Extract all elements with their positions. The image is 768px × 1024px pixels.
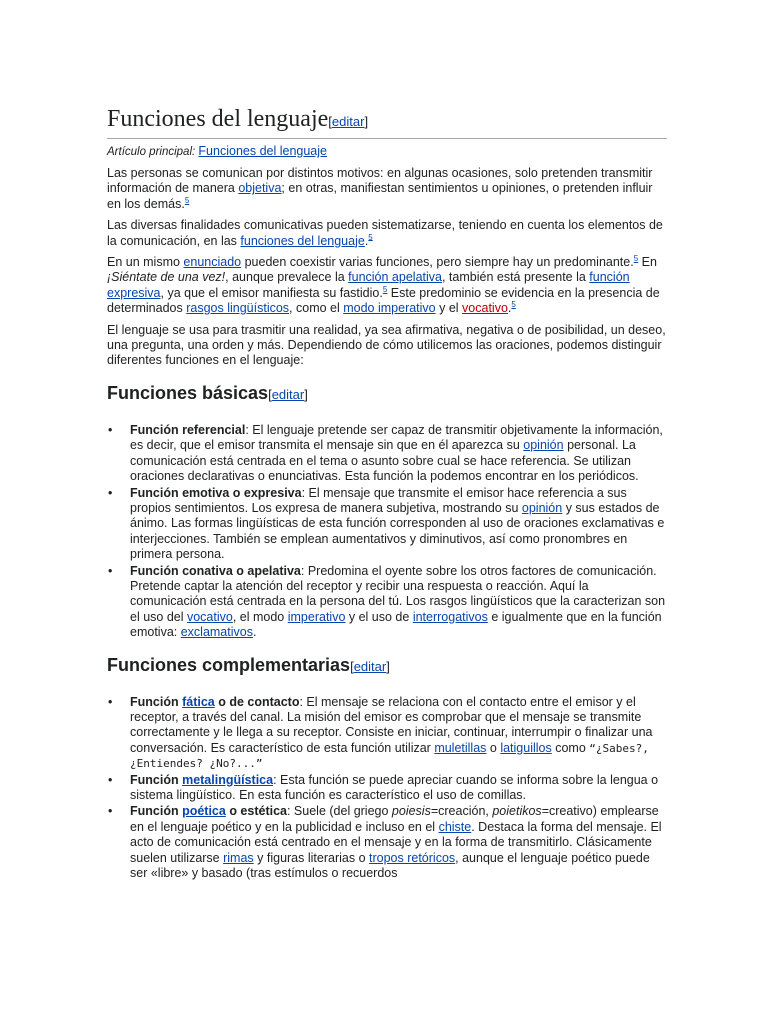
text: =creativo) emplearse en el lenguaje poético y en la publicidad e incluso en el [130, 804, 659, 834]
link-funcion-apelativa[interactable]: función apelativa [348, 270, 442, 285]
link-funciones-del-lenguaje[interactable]: funciones del lenguaje [240, 233, 365, 248]
text: : Predomina el oyente sobre los otros factores de comunicación. Pretende captar la atención del receptor y recibir una respuesta o reacción. Aquí la comunicación está centrada en la persona del tú. Los rasgos lingüísticos que la caracterizan son el uso del [130, 563, 666, 624]
example-code: “¿Sabes?, ¿Entiendes? ¿No?...” [130, 741, 649, 771]
section-heading [107, 104, 667, 139]
reference-link[interactable]: 5 [511, 300, 516, 310]
text: y sus estados de ánimo. Las formas lingüísticas de esta función corresponden al uso de oraciones exclamativas e interjecciones. También se emplean aumentativos y diminutivos, así como pronombres en primera persona. [130, 500, 665, 562]
text: , también está presente la [441, 270, 590, 285]
term-part: Función [130, 804, 183, 819]
link-enunciado[interactable]: enunciado [183, 255, 242, 270]
text: Las diversas finalidades comunicativas pueden sistematizarse, teniendo en cuenta los elementos de la comunicación, en las [107, 218, 663, 248]
text: y el [435, 301, 463, 316]
text: En un mismo [107, 255, 184, 270]
hatnote-label: Artículo principal: [107, 146, 196, 158]
term-part: o estética [225, 804, 287, 819]
text: ; en otras, manifiestan sentimientos u opiniones, o pretenden influir en los demás. [107, 181, 653, 211]
link-vocativo[interactable]: vocativo [462, 301, 508, 316]
link-vocativo[interactable]: vocativo [186, 609, 233, 624]
term [130, 804, 287, 818]
link-fatica[interactable]: fática [182, 694, 215, 709]
link-objetiva[interactable]: objetiva [238, 181, 282, 196]
subsection-heading-complementarias [107, 653, 667, 679]
text: e igualmente que en la función emotiva: [130, 609, 662, 640]
text: =creación, [430, 804, 493, 819]
list-funciones-complementarias [107, 695, 667, 882]
list-item [130, 486, 667, 563]
text: . [252, 625, 257, 640]
edit-section-link: [editar] [350, 658, 390, 674]
link-poetica[interactable]: poética [182, 804, 226, 819]
italic-term: poiesis [391, 804, 431, 819]
list-item [130, 804, 667, 881]
term: Función conativa o apelativa [130, 563, 301, 578]
example-italic: ¡Siéntate de una vez! [107, 270, 226, 285]
subsection-title: Funciones complementarias [107, 654, 351, 675]
link-tropos-retoricos[interactable]: tropos retóricos [369, 850, 456, 865]
term-part: Función [130, 772, 183, 787]
list-funciones-basicas [107, 423, 667, 641]
link-latiguillos[interactable]: latiguillos [500, 740, 552, 755]
link-rasgos-linguisticos[interactable]: rasgos lingüísticos [186, 301, 290, 316]
text: : El lenguaje pretende ser capaz de transmitir objetivamente la información, es decir, que el emisor transmita el mensaje sin que en él aparezca su [130, 422, 663, 453]
term [130, 695, 299, 709]
text: o [486, 740, 501, 755]
text: y figuras literarias o [253, 850, 369, 865]
edit-link[interactable]: editar [331, 114, 365, 129]
link-imperativo[interactable]: imperativo [287, 609, 346, 624]
subsection-title: Funciones básicas [107, 382, 269, 403]
term: Función referencial [130, 422, 246, 437]
edit-section-link: [editar] [268, 386, 308, 402]
text: personal. La comunicación está centrada en el tema o asunto sobre cual se hace referencia. Se utilizan oraciones declarativas o enunciativas. Esta función la podemos encontrar en los periódicos. [130, 438, 639, 484]
edit-link[interactable]: editar [353, 658, 387, 674]
hatnote [107, 143, 667, 160]
reference-link[interactable]: 5 [633, 253, 639, 263]
list-item [130, 564, 667, 641]
text: : Suele (del griego [286, 804, 392, 819]
term-part: o de contacto [214, 694, 300, 709]
link-metalinguistica[interactable]: metalingüística [182, 772, 274, 787]
text: , el modo [232, 609, 288, 624]
main-article-link[interactable]: Funciones del lenguaje [198, 144, 327, 158]
italic-term: poietikos [492, 804, 542, 819]
reference-link[interactable]: 5 [368, 232, 373, 242]
paragraph-2 [107, 218, 667, 249]
section-title: Funciones del lenguaje [107, 106, 329, 132]
text: : El mensaje que transmite el emisor hace referencia a sus propios sentimientos. Los expresa de manera subjetiva, mostrando su [130, 485, 627, 515]
text: . Destaca la forma del mensaje. El acto de comunicación está centrado en el mensaje y en la forma de transmitirlo. Clásicamente suelen utilizarse [130, 819, 662, 865]
link-rimas[interactable]: rimas [223, 850, 254, 865]
paragraph-3 [107, 255, 667, 317]
link-exclamativos[interactable]: exclamativos [180, 625, 253, 640]
text: pueden coexistir varias funciones, pero siempre hay un predominante. [241, 255, 634, 270]
text: como [551, 740, 590, 755]
reference-link[interactable]: 5 [382, 284, 388, 294]
edit-section-link: [editar] [328, 114, 369, 129]
text: , como el [289, 301, 344, 316]
text: : El mensaje se relaciona con el contacto entre el emisor y el receptor, a través del canal. La misión del emisor es comprobar que el mensaje se transmite correctamente y le llega a su receptor. Consiste en iniciar, continuar, interrumpir o finalizar una conversación. Es característico de esta función utilizar [130, 694, 653, 755]
list-item [130, 423, 667, 485]
text: . [507, 301, 512, 316]
article-content [107, 104, 667, 882]
link-chiste[interactable]: chiste [438, 819, 472, 834]
link-interrogativos[interactable]: interrogativos [412, 609, 488, 624]
list-item [130, 773, 667, 804]
term-part: Función [130, 694, 183, 709]
paragraph-4: El lenguaje se usa para trasmitir una realidad, ya sea afirmativa, negativa o de posibilidad, un deseo, una pregunta, una orden y más. Dependiendo de cómo utilicemos las oraciones, podemos distinguir diferentes funciones en el lenguaje: [107, 322, 666, 368]
link-muletillas[interactable]: muletillas [434, 740, 487, 755]
text: , aunque el lenguaje poético puede ser «libre» y basado (tras estímulos o recuerdos [130, 850, 650, 881]
text: , aunque prevalece la [225, 270, 349, 285]
subsection-heading-basicas [107, 381, 667, 407]
paragraph-1 [107, 166, 667, 212]
text: En [638, 255, 657, 270]
link-opinion[interactable]: opinión [523, 438, 564, 453]
text: : Esta función se puede apreciar cuando se informa sobre la lengua o sistema lingüístico. En esta función es característico el uso de comillas. [130, 772, 659, 802]
term [130, 773, 273, 787]
term: Función emotiva o expresiva [130, 485, 302, 500]
link-modo-imperativo[interactable]: modo imperativo [343, 301, 436, 316]
text: Este predominio se evidencia en la presencia de determinados [107, 285, 660, 316]
link-funcion-expresiva[interactable]: función expresiva [107, 270, 630, 300]
reference-link[interactable]: 5 [184, 195, 190, 205]
edit-link[interactable]: editar [271, 386, 305, 402]
link-opinion[interactable]: opinión [521, 500, 563, 515]
text: Las personas se comunican por distintos motivos: en algunas ocasiones, solo pretenden transmitir información de manera [107, 166, 653, 196]
list-item [130, 695, 667, 772]
text: y el uso de [345, 609, 413, 624]
text: . [364, 233, 369, 248]
text: , ya que el emisor manifiesta su fastidio. [160, 285, 383, 300]
